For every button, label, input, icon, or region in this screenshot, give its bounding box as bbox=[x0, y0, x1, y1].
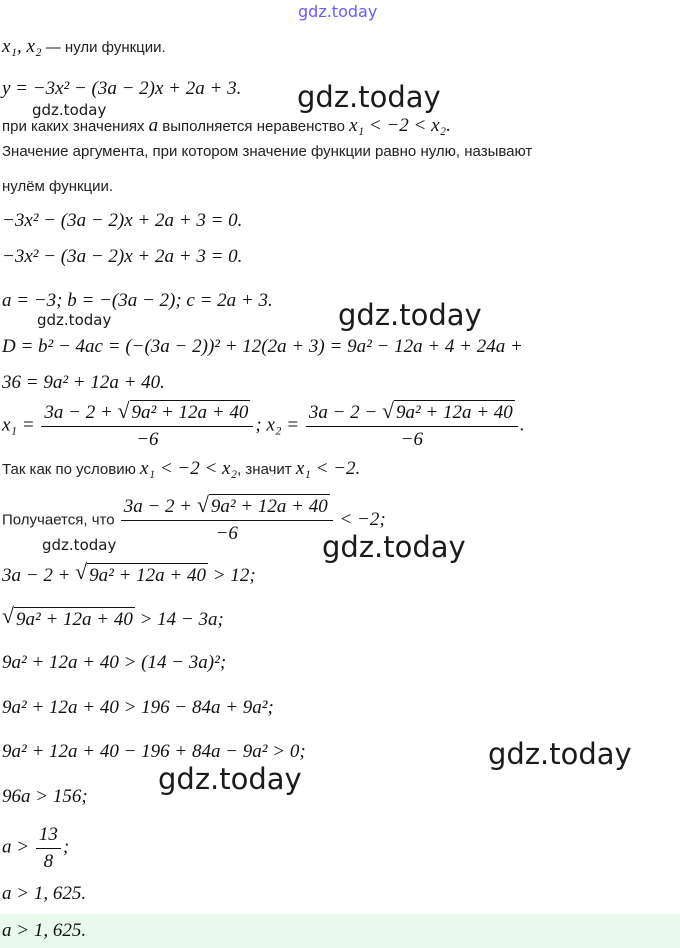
discriminant: D = b² − 4ac = (−(3a − 2))² + 12(2a + 3) = 9a² − 12a + 4 + 24a + bbox=[2, 336, 523, 357]
x1-radicand: 9a² + 12a + 40 bbox=[131, 402, 249, 423]
watermark-small: gdz.today bbox=[32, 101, 107, 119]
sqrt-sign bbox=[382, 400, 515, 426]
watermark-big: gdz.today bbox=[338, 298, 482, 332]
math-x1-x2: x₁, x₂ bbox=[2, 36, 42, 57]
x2-numerator: 3a − 2 − bbox=[308, 402, 382, 423]
step-7-denominator: 8 bbox=[43, 850, 54, 872]
answer-highlight bbox=[0, 914, 680, 948]
x2-lhs: ; x₂ = bbox=[255, 414, 300, 436]
step-6: 96a > 156; bbox=[2, 786, 88, 807]
step-1 bbox=[2, 563, 256, 588]
x2-end: . bbox=[519, 414, 525, 436]
step-1-right: > 12; bbox=[208, 565, 256, 586]
step-7 bbox=[2, 822, 69, 874]
math-inequality: x₁ < −2 < x₂. bbox=[349, 115, 451, 136]
text-condition-1: Так как по условию bbox=[2, 461, 141, 478]
text-result: Получается, что bbox=[2, 511, 119, 529]
result-denominator: −6 bbox=[215, 522, 238, 544]
step-2 bbox=[2, 607, 224, 632]
text-definition-end: нулём функции. bbox=[2, 178, 114, 195]
function-formula: y = −3x² − (3a − 2)x + 2a + 3. bbox=[2, 78, 242, 99]
step-8: a > 1, 625. bbox=[2, 883, 87, 904]
sqrt-sign bbox=[197, 494, 330, 520]
text-condition-2: , значит bbox=[237, 461, 296, 478]
step-2-right: > 14 − 3a; bbox=[134, 609, 224, 630]
x2-denominator: −6 bbox=[400, 428, 423, 450]
coefficients: a = −3; b = −(3a − 2); c = 2a + 3. bbox=[2, 290, 273, 311]
watermark-big: gdz.today bbox=[322, 530, 466, 564]
step-1-left: 3a − 2 + bbox=[2, 565, 76, 586]
line-condition bbox=[2, 458, 360, 480]
watermark-big: gdz.today bbox=[488, 737, 632, 771]
result-radicand: 9a² + 12a + 40 bbox=[210, 496, 328, 517]
x1-lhs: x₁ = bbox=[2, 414, 35, 436]
x2-radicand: 9a² + 12a + 40 bbox=[395, 402, 513, 423]
x2-fraction bbox=[306, 400, 518, 452]
text-question-1: при каких значениях bbox=[2, 118, 149, 135]
watermark-small: gdz.today bbox=[37, 311, 112, 329]
math-condition-2: x₁ < −2. bbox=[295, 458, 361, 479]
result-numerator: 3a − 2 + bbox=[123, 496, 197, 517]
line-question bbox=[2, 115, 451, 137]
line-zeros bbox=[2, 36, 166, 58]
step-7-fraction bbox=[36, 822, 61, 874]
x1-numerator: 3a − 2 + bbox=[44, 402, 118, 423]
equation-1: −3x² − (3a − 2)x + 2a + 3 = 0. bbox=[2, 210, 243, 231]
step-4: 9a² + 12a + 40 > 196 − 84a + 9a²; bbox=[2, 697, 274, 718]
step-3: 9a² + 12a + 40 > (14 − 3a)²; bbox=[2, 652, 227, 673]
step-2-radicand: 9a² + 12a + 40 bbox=[16, 609, 133, 630]
text-question-2: выполняется неравенство bbox=[158, 118, 350, 135]
math-condition-1: x₁ < −2 < x₂ bbox=[140, 458, 238, 479]
step-5: 9a² + 12a + 40 − 196 + 84a − 9a² > 0; bbox=[2, 741, 306, 762]
x1-denominator: −6 bbox=[136, 428, 159, 450]
watermark-big: gdz.today bbox=[158, 762, 302, 796]
step-7-left: a > bbox=[2, 836, 34, 858]
step-1-radicand: 9a² + 12a + 40 bbox=[89, 565, 206, 586]
text-zeros: — нули функции. bbox=[41, 39, 166, 56]
result-fraction bbox=[121, 494, 333, 546]
sqrt-sign bbox=[75, 563, 208, 588]
var-a: a bbox=[148, 115, 159, 136]
watermark-small: gdz.today bbox=[42, 536, 117, 554]
step-7-numerator: 13 bbox=[36, 822, 61, 849]
discriminant-end: 36 = 9a² + 12a + 40. bbox=[2, 372, 165, 393]
result-end: < −2; bbox=[334, 508, 386, 530]
answer: a > 1, 625. bbox=[2, 920, 87, 941]
step-7-end: ; bbox=[62, 836, 70, 858]
watermark-top: gdz.today bbox=[298, 2, 378, 21]
x1-fraction bbox=[41, 400, 253, 452]
equation-2: −3x² − (3a − 2)x + 2a + 3 = 0. bbox=[2, 246, 243, 267]
watermark-big: gdz.today bbox=[297, 80, 441, 114]
text-definition: Значение аргумента, при котором значение функции равно нулю, называют bbox=[2, 143, 533, 160]
sqrt-sign bbox=[2, 607, 135, 632]
roots-formula bbox=[2, 400, 525, 452]
sqrt-sign bbox=[118, 400, 251, 426]
